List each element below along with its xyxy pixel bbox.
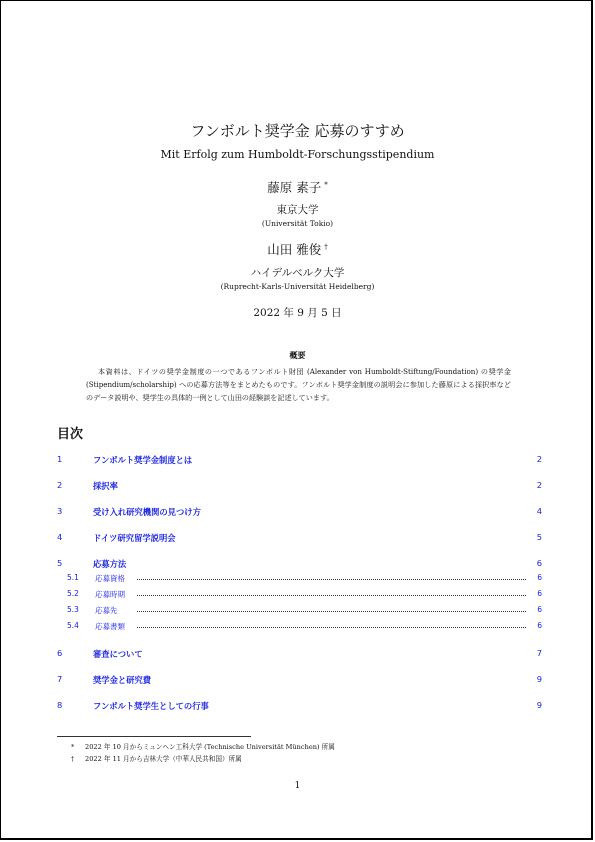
author-affiliation-en: (Ruprecht-Karls-Universität Heidelberg) [220,282,375,291]
toc-section-link[interactable]: 4 ドイツ研究留学説明会 5 [57,532,542,543]
toc-title: 目次 [57,427,84,442]
dot-leader [137,570,526,580]
toc-section-link[interactable]: 1 フンボルト奨学金制度とは 2 [57,454,542,465]
footnote: † 2022 年 11 月から吉林大学（中華人民共和国）所属 [71,755,242,763]
author-affiliation: ハイデルベルク大学 [250,267,345,279]
footnote-mark: † [324,243,328,251]
toc-section-link[interactable]: 6 審査について 7 [57,648,542,659]
document-date: 2022 年 9 月 5 日 [253,307,342,319]
dot-leader [137,602,526,612]
toc-subsection-link[interactable]: 5.3 応募先 6 [57,602,542,618]
footnote-mark: * [324,181,328,189]
page-number: 1 [294,781,301,791]
author-name: 山田 雅俊 † [267,242,328,257]
footnote: * 2022 年 10 月からミュンヘン工科大学 (Technische Universität München) 所属 [71,743,335,751]
toc-section-link[interactable]: 7 奨学金と研究費 9 [57,674,542,685]
table-of-contents [57,452,542,724]
dot-leader [137,586,526,596]
toc-subsection-list [57,570,542,634]
dot-leader [137,618,526,628]
footnote-rule [57,736,251,737]
toc-subsection-link[interactable]: 5.4 応募書類 6 [57,618,542,634]
author-affiliation: 東京大学 [276,204,319,216]
document-subtitle: Mit Erfolg zum Humboldt-Forschungsstipendium [160,148,435,161]
abstract-heading: 概要 [289,351,306,360]
author-name: 藤原 素子 * [267,180,328,195]
toc-section-link[interactable]: 3 受け入れ研究機関の見つけ方 4 [57,506,542,517]
toc-subsection-link[interactable]: 5.2 応募時期 6 [57,586,542,602]
document-title: フンボルト奨学金 応募のすすめ [190,122,405,140]
toc-subsection-link[interactable]: 5.1 応募資格 6 [57,570,542,586]
toc-section-link[interactable]: 2 採択率 2 [57,480,542,491]
author-affiliation-en: (Universität Tokio) [261,219,334,228]
toc-section-link[interactable]: 8 フンボルト奨学生としての行事 9 [57,700,542,711]
toc-section-link[interactable]: 5 応募方法 6 [57,558,542,569]
abstract-text: 本資料は、ドイツの奨学金制度の一つであるフンボルト財団 (Alexander von Humboldt-Stiftung/Foundation) の奨学金 (Stipendium/scholarship) への応募方法等をまとめたものです。フンボルト奨学金制度の説明会に参加した藤原による採択率などのデータ説明や、奨学生の具体的一例として山田の経験談を記述しています。 [86,367,511,402]
